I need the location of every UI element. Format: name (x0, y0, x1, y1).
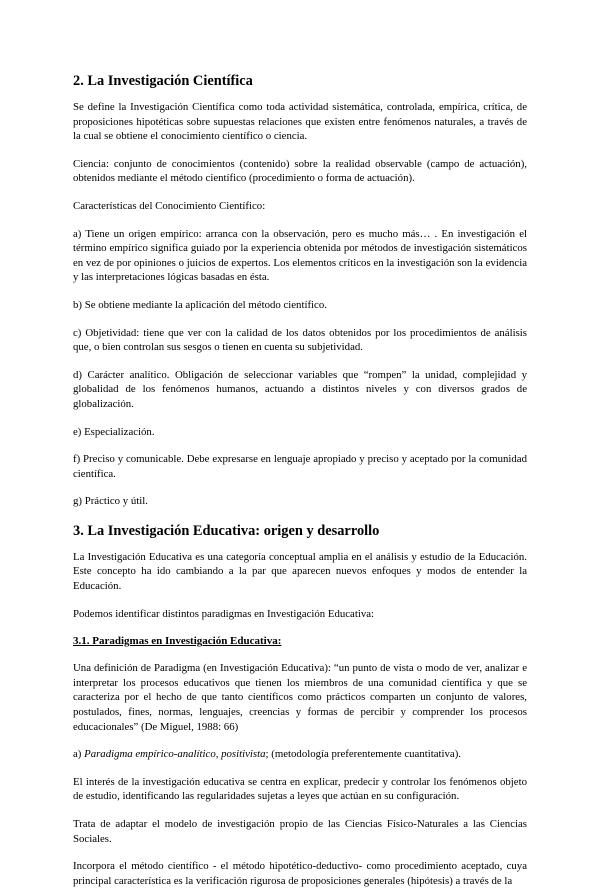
list-item-e: e) Especialización. (73, 425, 155, 438)
list-item-b: b) Se obtiene mediante la aplicación del método científico. (73, 298, 327, 311)
paradigm-item-a-suffix: ; (metodología preferentemente cuantitativa). (265, 748, 461, 761)
section-3-heading: 3. La Investigación Educativa: origen y desarrollo (73, 522, 380, 539)
paragraph: Trata de adaptar el modelo de investigación propio de las Ciencias Físico-Naturales a las Ciencias Sociales. (73, 818, 527, 845)
paragraph: Se define la Investigación Científica como toda actividad sistemática, controlada, empírica, crítica, de proposiciones hipotéticas sobre supuestas relaciones que existen entre fenómenos naturales, a través de la cual se obtiene el conocimiento científico o ciencia. (73, 101, 527, 143)
paragraph: Características del Conocimiento Científico: (73, 199, 266, 212)
subsection-3-1-heading: 3.1. Paradigmas en Investigación Educativa: (73, 635, 282, 648)
paradigm-item-a-prefix: a) (73, 748, 85, 761)
paragraph: La Investigación Educativa es una categoría conceptual amplia en el análisis y estudio de la Educación. Este concepto ha ido cambiando a la par que aparecen nuevos enfoques y modos de entender la Educación. (73, 550, 527, 593)
paragraph: Podemos identificar distintos paradigmas en Investigación Educativa: (73, 607, 375, 620)
list-item-g: g) Práctico y útil. (73, 495, 148, 508)
list-item-d: d) Carácter analítico. Obligación de seleccionar variables que “rompen” la unidad, complejidad y globalidad de los fenómenos humanos, actuando a distintos niveles y con diversos grados de globalización. (73, 368, 527, 410)
document-body (73, 72, 527, 888)
list-item-c: c) Objetividad: tiene que ver con la calidad de los datos obtenidos por los procedimientos de análisis que, o bien controlan sus sesgos o tienen en cuenta su subjetividad. (73, 326, 527, 354)
section-2-heading: 2. La Investigación Científica (73, 73, 253, 89)
paragraph: El interés de la investigación educativa se centra en explicar, predecir y controlar los fenómenos objeto de estudio, identificando las regularidades sujetas a leyes que actúan en su configuración. (73, 775, 527, 803)
paradigm-item-a-name: Paradigma empírico-analítico, positivista (84, 748, 266, 761)
paradigm-item-a (73, 747, 527, 762)
list-item-a: a) Tiene un origen empírico: arranca con la observación, pero es mucho más… . En investigación el término empírico significa guiado por la experiencia obtenida por métodos de investigación sistemáticos en vez de por opiniones o juicios de expertos. Los elementos críticos en la investigación son la evidencia y las interpretaciones lógicas basadas en ésta. (73, 227, 527, 284)
list-item-f: f) Preciso y comunicable. Debe expresarse en lenguaje apropiado y preciso y aceptado por la comunidad científica. (73, 453, 527, 480)
paragraph: Una definición de Paradigma (en Investigación Educativa): “un punto de vista o modo de ver, analizar e interpretar los procesos educativos que tienen los miembros de una comunidad científica y que se caracteriza por el hecho de que tanto científicos como prácticos comparten un conjunto de valores, postulados, fines, normas, lenguajes, creencias y formas de percibir y comprender los procesos educacionales” (De Miguel, 1988: 66) (73, 662, 527, 733)
paragraph: Ciencia: conjunto de conocimientos (contenido) sobre la realidad observable (campo de actuación), obtenidos mediante el método científico (procedimiento o forma de actuación). (73, 157, 527, 185)
paragraph: Incorpora el método científico - el método hipotético-deductivo- como procedimiento aceptado, cuya principal característica es la verificación rigurosa de proposiciones generales (hipótesis) a través de la (73, 860, 527, 887)
